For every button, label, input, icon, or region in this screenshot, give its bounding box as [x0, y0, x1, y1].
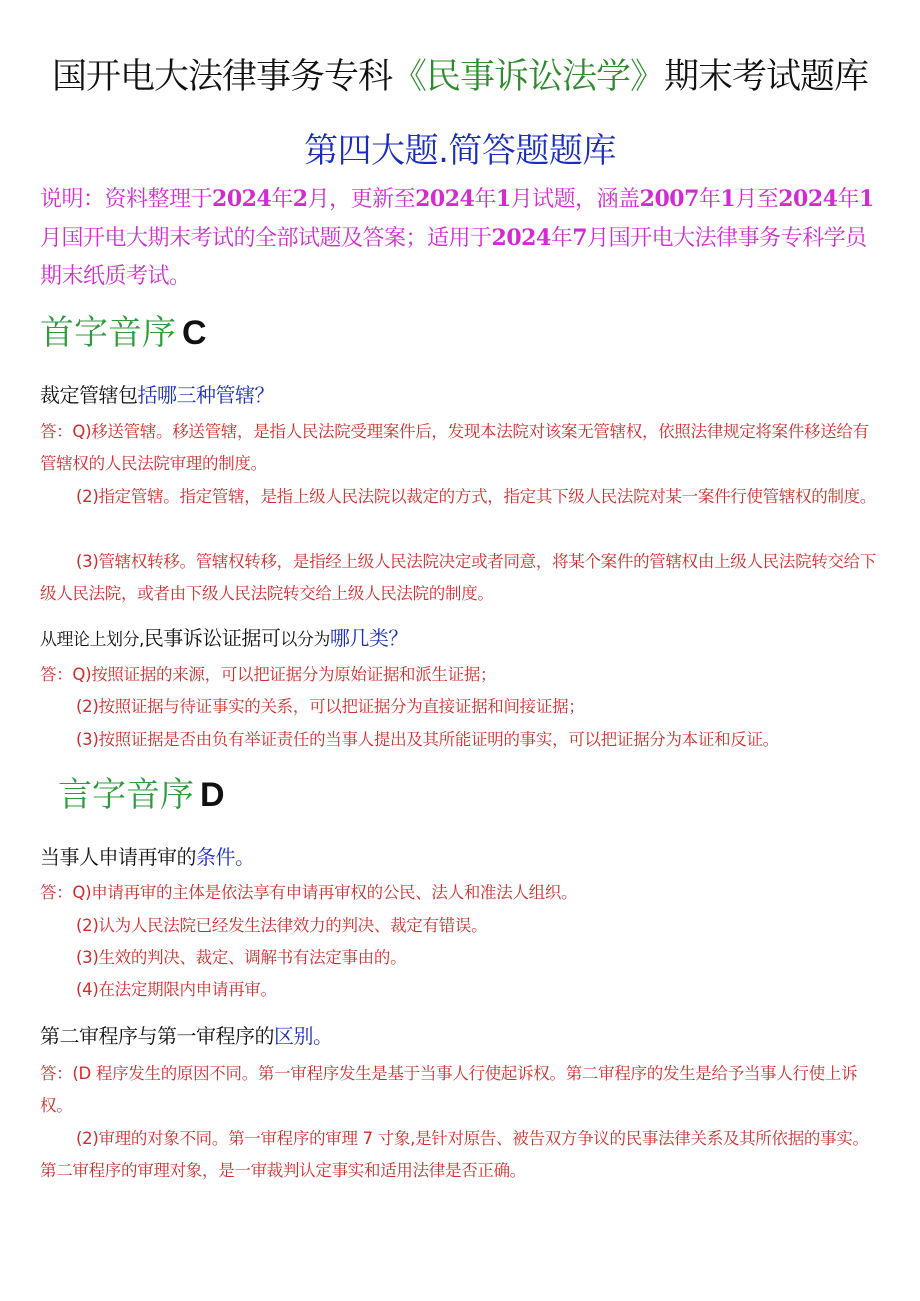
- note-year: 2024: [415, 186, 475, 212]
- note-text: 年: [837, 187, 859, 212]
- note-text: 月试题，涵盖: [510, 187, 640, 212]
- question-text-highlight: 条件。: [196, 845, 255, 869]
- note-month: 1: [720, 186, 736, 212]
- question-text: 从理论上划分,: [40, 630, 144, 650]
- note-month: 2: [292, 186, 308, 212]
- answer-paragraph: (2)按照证据与待证事实的关系，可以把证据分为直接证据和间接证据；: [76, 697, 585, 716]
- question-text-highlight: 括哪三种管辖？: [137, 383, 274, 407]
- note-month: 1: [495, 186, 511, 212]
- question-text-highlight: 哪几类？: [329, 626, 408, 650]
- title-suffix: 期末考试题库: [664, 57, 869, 97]
- note-text: 月国开电大法律事务专科学员期末纸质考试。: [40, 226, 867, 289]
- answer-paragraph: (3)管辖权转移。管辖权转移，是指经上级人民法院决定或者同意，将某个案件的管辖权由上级人民法院转交给下级人民法院，或者由下级人民法院转交给上级人民法院的制度。: [40, 552, 877, 603]
- title-prefix: 国开电大法律事务专科: [51, 57, 392, 97]
- section-letter: C: [182, 314, 207, 352]
- section-heading-text: 首字音序: [40, 313, 176, 353]
- answer-paragraph: 答：(D 程序发生的原因不同。第一审程序发生是基于当事人行使起诉权。第二审程序的发生是给予当事人行使上诉权。: [40, 1064, 858, 1115]
- question-text-highlight: 区别。: [274, 1024, 333, 1048]
- section-heading-text: 言字音序: [58, 775, 194, 815]
- note-year: 2024: [491, 225, 551, 251]
- question-4: [40, 1021, 333, 1051]
- question-2: [40, 623, 408, 655]
- note-year: 2024: [212, 186, 272, 212]
- answer-paragraph: 答：Q)按照证据的来源，可以把证据分为原始证据和派生证据；: [40, 665, 497, 684]
- answer-paragraph: 答：Q)移送管辖。移送管辖，是指人民法院受理案件后，发现本法院对该案无管辖权，依照法律规定将案件移送给有管辖权的人民法院审理的制度。: [40, 422, 869, 473]
- note-text: 月国开电大期末考试的全部试题及答案；适用于: [40, 226, 492, 251]
- title-course-name: 《民事诉讼法学》: [391, 57, 664, 97]
- section-heading-d: [58, 772, 225, 818]
- answer-paragraph: 答：Q)申请再审的主体是依法享有申请再审权的公民、法人和准法人组织。: [40, 883, 578, 902]
- answer-paragraph: (4)在法定期限内申请再审。: [76, 980, 277, 999]
- section-letter: D: [200, 776, 225, 814]
- document-title: [0, 52, 920, 102]
- note-text: 年: [474, 187, 496, 212]
- question-1: [40, 380, 274, 410]
- question-3: [40, 842, 255, 872]
- section-heading-c: [40, 310, 207, 356]
- note-text: 年: [550, 226, 573, 251]
- question-text: 民事诉讼证据可: [143, 626, 281, 650]
- note-month: 1: [859, 186, 874, 212]
- answer-paragraph: (3)按照证据是否由负有举证责任的当事人提出及其所能证明的事实，可以把证据分为本证和反证。: [76, 730, 779, 749]
- answer-paragraph: (2)指定管辖。指定管辖，是指上级人民法院以裁定的方式，指定其下级人民法院对某一案件行使管辖权的制度。: [76, 487, 877, 506]
- note-text: 月，更新至: [307, 187, 416, 212]
- note-year: 2007: [639, 186, 699, 212]
- answer-paragraph: (2)认为人民法院已经发生法律效力的判决、裁定有错误。: [76, 916, 488, 935]
- note-year: 2024: [778, 186, 838, 212]
- question-text: 裁定管辖包: [40, 383, 138, 407]
- question-text: 以分为: [280, 630, 330, 650]
- answer-paragraph: (3)生效的判决、裁定、调解书有法定事由的。: [76, 948, 407, 967]
- note-text: 月至: [735, 187, 779, 212]
- description-note: [40, 180, 885, 296]
- question-text: 当事人申请再审的: [40, 845, 196, 869]
- question-text: 第二审程序与第一审程序的: [40, 1024, 274, 1048]
- note-text: 年: [271, 187, 293, 212]
- note-month: 7: [572, 225, 588, 251]
- note-text: 年: [698, 187, 721, 212]
- answer-paragraph: (2)审理的对象不同。第一审程序的审理 7 寸象,是针对原告、被告双方争议的民事法律关系及其所依据的事实。第二审程序的审理对象，是一审裁判认定事实和适用法律是否正确。: [40, 1129, 869, 1180]
- document-subtitle: 第四大题.简答题题库: [304, 131, 616, 171]
- note-text: 说明：资料整理于: [40, 187, 213, 212]
